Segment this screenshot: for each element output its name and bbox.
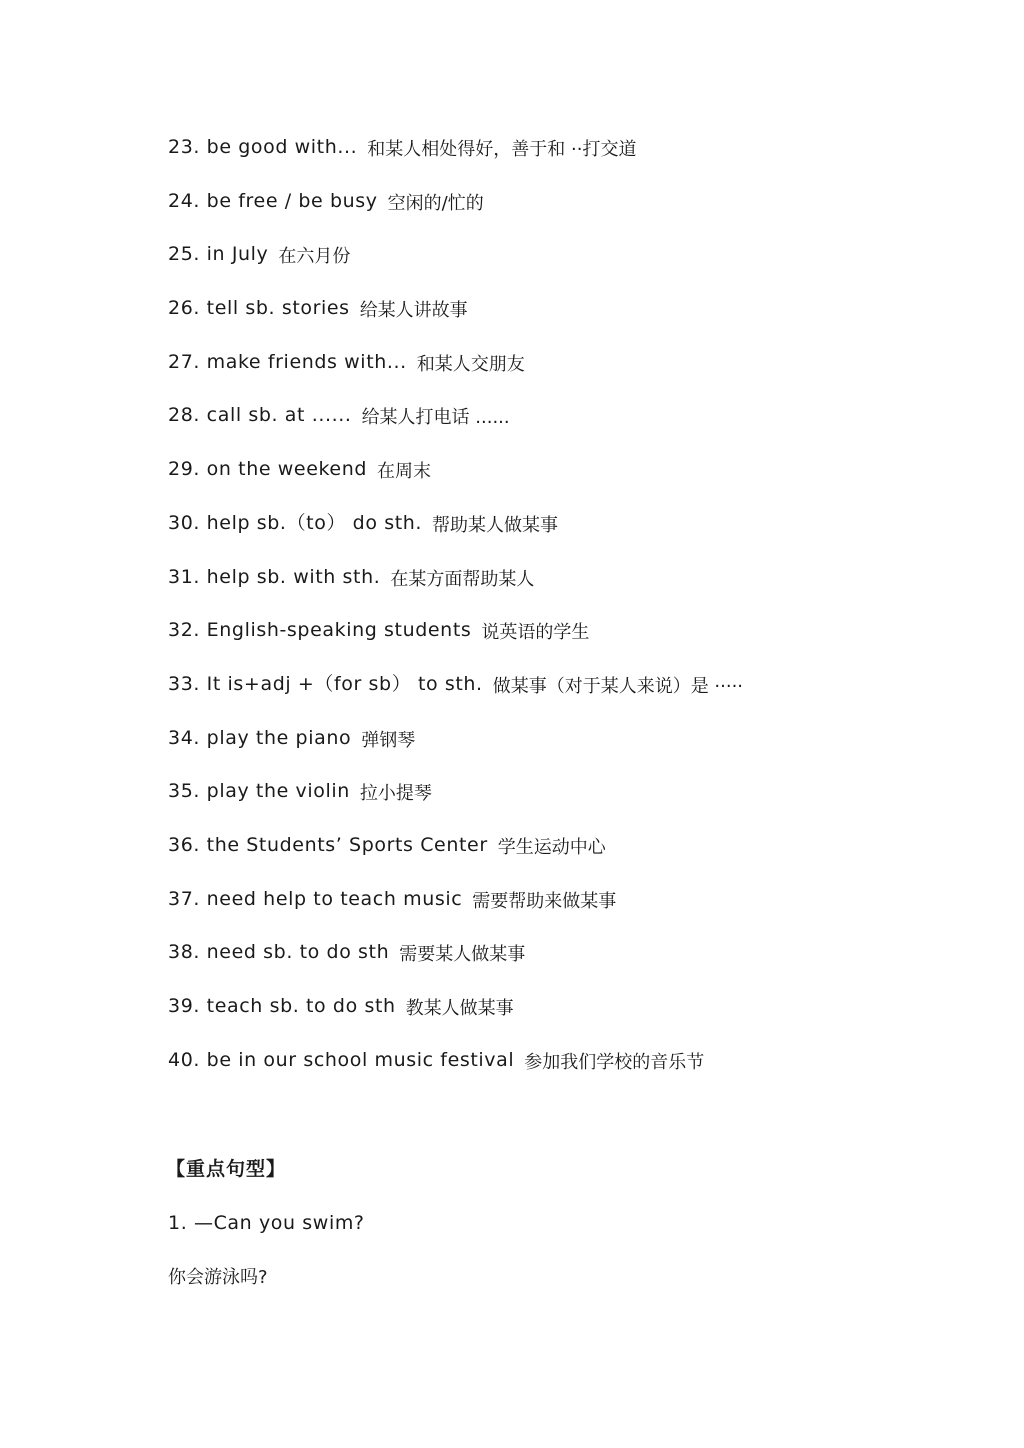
phrase-item — [168, 989, 743, 1043]
phrase-english: 28. call sb. at ...... — [168, 404, 352, 427]
phrase-chinese: 在周末 — [377, 461, 432, 483]
phrase-chinese: 空闲的/忙的 — [387, 192, 484, 214]
phrase-chinese: 学生运动中心 — [497, 836, 606, 858]
phrase-english: 26. tell sb. stories — [168, 297, 350, 320]
sentence-english: 1. —Can you swim? — [168, 1212, 365, 1234]
phrase-item — [168, 398, 743, 452]
phrase-chinese: 弹钢琴 — [361, 729, 416, 751]
phrase-item — [168, 452, 743, 506]
phrase-chinese: 给某人打电话 ...... — [361, 407, 510, 429]
phrase-english: 38. need sb. to do sth — [168, 941, 390, 964]
phrase-english: 24. be free / be busy — [168, 189, 378, 212]
phrase-english: 30. help sb.（to） do sth. — [168, 511, 423, 534]
phrase-item — [168, 882, 743, 936]
phrase-english: 39. teach sb. to do sth — [168, 995, 396, 1017]
phrase-chinese: 和某人相处得好，善于和 ··打交道 — [367, 139, 637, 160]
phrase-item — [168, 184, 743, 238]
phrase-chinese: 参加我们学校的音乐节 — [524, 1051, 705, 1073]
phrase-item — [168, 774, 743, 828]
phrase-english: 33. It is+adj +（for sb） to sth. — [168, 672, 483, 695]
phrase-english: 40. be in our school music festival — [168, 1048, 515, 1071]
phrase-chinese: 帮助某人做某事 — [432, 514, 559, 536]
phrase-chinese: 教某人做某事 — [405, 998, 514, 1019]
phrase-list — [168, 130, 743, 1096]
phrase-item — [168, 506, 743, 560]
phrase-item — [168, 1043, 743, 1097]
phrase-item — [168, 935, 743, 989]
phrase-chinese: 在某方面帮助某人 — [390, 568, 535, 590]
phrase-chinese: 需要帮助来做某事 — [472, 890, 617, 912]
phrase-english: 25. in July — [168, 243, 269, 266]
phrase-chinese: 和某人交朋友 — [416, 353, 525, 375]
phrase-english: 23. be good with... — [168, 136, 358, 158]
phrase-chinese: 给某人讲故事 — [359, 300, 468, 322]
phrase-english: 35. play the violin — [168, 780, 350, 803]
phrase-english: 27. make friends with... — [168, 350, 407, 373]
phrase-chinese: 需要某人做某事 — [399, 944, 526, 966]
phrase-item — [168, 560, 743, 614]
phrase-item — [168, 613, 743, 667]
section-heading-key-sentences: 【重点句型】 — [166, 1158, 287, 1180]
phrase-item — [168, 828, 743, 882]
phrase-chinese: 在六月份 — [278, 246, 351, 268]
phrase-chinese: 说英语的学生 — [481, 622, 590, 644]
phrase-english: 31. help sb. with sth. — [168, 565, 381, 588]
phrase-chinese: 拉小提琴 — [359, 783, 432, 805]
phrase-item — [168, 237, 743, 291]
phrase-item — [168, 291, 743, 345]
phrase-item — [168, 667, 743, 721]
phrase-item — [168, 345, 743, 399]
phrase-english: 37. need help to teach music — [168, 887, 463, 910]
phrase-item — [168, 130, 743, 184]
phrase-english: 36. the Students’ Sports Center — [168, 833, 488, 856]
phrase-english: 32. English-speaking students — [168, 619, 472, 642]
phrase-english: 29. on the weekend — [168, 458, 368, 481]
phrase-item — [168, 721, 743, 775]
phrase-english: 34. play the piano — [168, 726, 352, 749]
sentence-chinese: 你会游泳吗? — [168, 1267, 268, 1288]
phrase-chinese: 做某事（对于某人来说）是 ····· — [492, 675, 744, 697]
